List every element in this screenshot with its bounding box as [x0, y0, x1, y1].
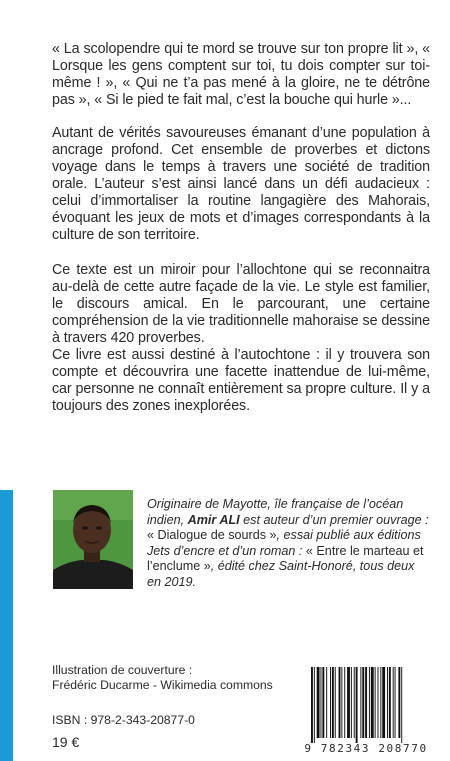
barcode-bar: [382, 667, 385, 738]
price-text: 19 €: [52, 734, 80, 750]
barcode-bar: [356, 667, 358, 743]
barcode-bar: [317, 667, 320, 738]
barcode-bar: [360, 667, 361, 738]
barcode-bar: [351, 667, 352, 738]
barcode-bar: [371, 667, 374, 738]
author-photo: [53, 490, 133, 589]
bio-after-title-1: , essai publié aux éditions Jets d’encre et d’un roman :: [147, 528, 421, 558]
bio-intro: Originaire de Mayotte, île française de l’océan indien,: [147, 497, 404, 527]
barcode-bar: [389, 667, 391, 738]
paragraph-2-text: Autant de vérités savoureuses émanant d’une population à ancrage profond. Cet ensemble de proverbes et dictons voyage dans le temps à travers une société de tradition orale. L’auteur s’est ainsi lancé dans un défi audacieux : celui d’immortaliser la routine langagière des Mahorais, évoquant les jeux de mots et d’images correspondants à la culture de son territoire.: [52, 125, 430, 243]
barcode-bar: [375, 667, 376, 738]
spine-accent-bar: [0, 490, 13, 761]
bio-ending: , édité chez Saint-Honoré, tous deux en 2019.: [147, 559, 415, 589]
barcode-bar: [322, 667, 324, 738]
barcode-bar: [398, 667, 400, 738]
cover-credits: [52, 663, 273, 693]
barcode-bar: [314, 667, 315, 743]
barcode-bar: [362, 667, 364, 738]
bio-title-2: « Entre le marteau et l’enclume »: [147, 543, 424, 573]
barcode-bar: [341, 667, 342, 738]
barcode-bar: [330, 667, 331, 738]
barcode: [301, 665, 431, 753]
barcode-bar: [311, 667, 313, 743]
paragraph-3-text: Ce texte est un miroir pour l’allochtone qui se reconnaitra au-delà de cette autre façade de la vie. Le style est familier, le discours amical. En le parcourant, une certaine compréhension de la vie traditionnelle mahoraise se dessine à travers 420 proverbes.: [52, 262, 430, 346]
paragraph-4-text: Ce livre est aussi destiné à l’autochtone : il y trouvera son compte et découvrira une facette inattendue de lui-même, car personne ne connaît entièrement sa propre culture. Il y a toujours des zones inexplorées.: [52, 347, 430, 414]
barcode-bar: [369, 667, 370, 738]
barcode-bar: [339, 667, 341, 738]
isbn-text: ISBN : 978-2-343-20877-0: [52, 713, 195, 727]
barcode-digits: 9 782343 208770: [304, 742, 428, 755]
barcode-bar: [393, 667, 394, 738]
mirror-paragraph: [52, 262, 430, 347]
barcode-bar: [395, 667, 396, 738]
author-name: Amir ALI: [187, 512, 240, 527]
barcode-bar: [401, 667, 402, 743]
barcode-bar: [378, 667, 379, 738]
barcode-bar: [387, 667, 388, 738]
credits-source: Frédéric Ducarme - Wikimedia commons: [52, 678, 273, 692]
proverbs-paragraph: [52, 41, 430, 109]
barcode-bar: [380, 667, 381, 738]
credits-label: Illustration de couverture :: [52, 663, 193, 677]
barcode-bar: [321, 667, 322, 738]
audience-paragraph: [52, 347, 430, 415]
bio-middle: est auteur d’un premier ouvrage :: [239, 512, 429, 527]
barcode-bar: [335, 667, 336, 738]
barcode-bar: [326, 667, 327, 738]
paragraph-1-text: « La scolopendre qui te mord se trouve sur ton propre lit », « Lorsque les gens comptent sur toi, tu dois compter sur toi-même ! », « Qui ne t’a pas mené à la gloire, ne te détrône pas », « Si le pied te fait mal, c’est la bouche qui hurle »...: [52, 41, 430, 108]
barcode-bar: [344, 667, 345, 738]
barcode-bars: [301, 665, 431, 743]
barcode-bar: [365, 667, 367, 738]
barcode-bar: [332, 667, 334, 738]
barcode-bar: [354, 667, 355, 738]
barcode-bar: [347, 667, 350, 738]
author-bio: [147, 497, 429, 590]
description-paragraph: [52, 125, 430, 244]
bio-title-1: « Dialogue de sourds »: [147, 528, 277, 542]
